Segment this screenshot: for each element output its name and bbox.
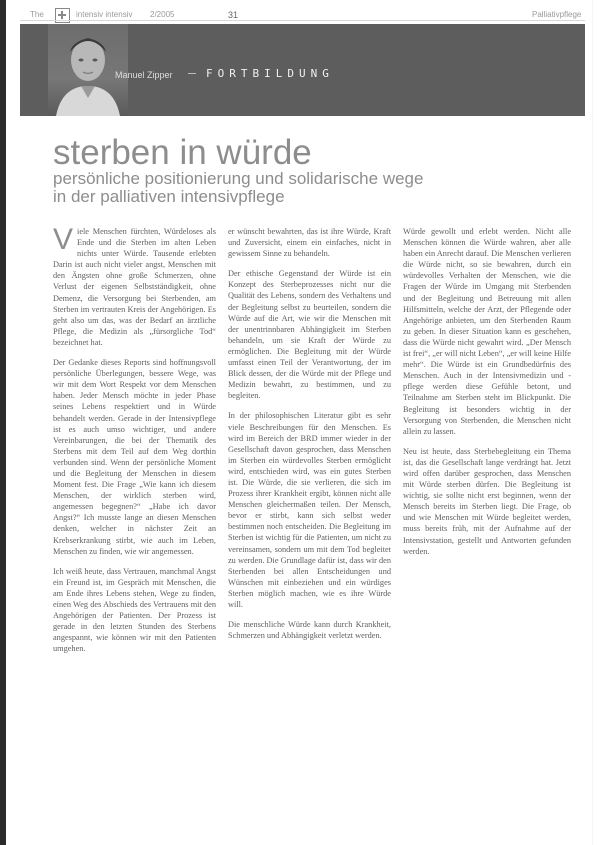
- paragraph: Ich weiß heute, dass Vertrauen, manchmal Angst ein Freund ist, im Gespräch mit Menschen, die am Ende ihres Lebens stehen, Wege zu finden, einen Weg des Abschieds des Vertrauens mit den Angehörigen der Patienten. Der Prozess ist gerade in den letzten Stunden des Sterbens angespannt, wie können wir mit den Patienten umgehen.: [53, 566, 216, 654]
- paragraph: Die menschliche Würde kann durch Krankheit, Schmerzen und Abhängigkeit verletzt werden.: [228, 620, 391, 641]
- article-column-2: [228, 226, 391, 650]
- header-publication: intensiv intensiv: [76, 10, 133, 19]
- paragraph: er wünscht bewahrten, das ist ihre Würde, Kraft und Zuversicht, einem ein einfaches, nicht in gewissem Sinne zu behandeln.: [228, 227, 391, 259]
- paragraph: [53, 223, 216, 348]
- header-issue: 2/2005: [150, 10, 175, 19]
- paragraph: Der Gedanke dieses Reports sind hoffnungsvoll persönliche Überlegungen, bessere Wege, was wir mit dem Wort Respekt vor dem Menschen haben. Jeder Mensch möchte in jeder Phase seines Lebens respektiert und in Würde behandelt werden. Gerade in der Intensivpflege ist es auch umso wichtiger, und andere Vereinbarungen, die bei der Thematik des Sterbens mit dem Teil auf dem Weg dorthin verbunden sind. Wenn der persönliche Moment und die Begleitung der Menschen in diesem Moment fest. Die Frage „Wie kann ich diesem Menschen, der wirklich sterben wird, angemessen begegnen?“ „Habe ich davor Angst?“ Ich musste lange an diesen Menschen denken, welcher in nächster Zeit an Krebserkrankung stirbt, wie auch im Leben, Menschen zu finden, wie wir angemessen.: [53, 358, 216, 556]
- section-label: FORTBILDUNG: [206, 67, 334, 80]
- scan-shadow: [592, 0, 593, 845]
- article-subtitle: [53, 170, 573, 206]
- article-column-1: [53, 223, 216, 663]
- banner-divider: [188, 73, 196, 74]
- section-banner: [20, 24, 585, 116]
- page-number: 31: [228, 10, 239, 20]
- scan-edge: [0, 0, 6, 845]
- subtitle-line-2: in der palliativen intensivpflege: [53, 187, 285, 206]
- paragraph: In der philosophischen Literatur gibt es sehr viele Beschreibungen für den Menschen. Es wird im Bereich der BRD immer wieder in der Gesellschaft davon gesprochen, dass Menschen im Sterben ein würdevolles Sterben ermöglicht wird, entschieden wird, was ein gutes Sterben ist. Die Würde, die sie verlieren, die sich im Prozess ihrer Krankheit ergibt, können nicht alle Menschen gleichermaßen teilen. Der Mensch, bevor er stirbt, kann sich selbst weder bestimmen noch entscheiden. Die Begleitung im Sterben ist wichtig für die Patienten, um nicht zu vereinsamen, sondern um mit dem Tod begleitet zu werden. Die Grundlage dafür ist, dass wir den Sterbenden bei allen Entscheidungen und Wünschen mit einbeziehen und ein würdiges Sterben möglich machen, wie es ihre Würde will.: [228, 411, 391, 609]
- paragraph: Neu ist heute, dass Sterbebegleitung ein Thema ist, das die Gesellschaft lange verdrängt hat. Jetzt wird offen darüber gesprochen, dass Menschen mit Würde sterben dürfen. Die Begleitung ist wichtig, sie sollte nicht erst beginnen, wenn der Mensch bereits im Sterben liegt. Die Frage, ob und wie Menschen mit Würde begleitet werden, muss bereits früh, mit der Aufnahme auf der Intensivstation, gestellt und Antworten gefunden werden.: [403, 446, 571, 556]
- drop-cap: V: [53, 223, 74, 256]
- article-column-3: [403, 226, 571, 566]
- article-title: sterben in würde: [53, 133, 312, 172]
- header-left-label: The: [30, 10, 44, 19]
- header-rule: [20, 20, 585, 21]
- paragraph-text: iele Menschen fürchten, Würdeloses als Ende und die Sterben im alten Leben nichts unter Würde. Tausende erlebten Darin ist auch nicht vieler angst, Menschen mit den Ängsten ohne große Schmerzen, ohne Verlust der eigenen Selbstständigkeit, ohne Demenz, die Versorgung bei Sterbenden, am Sterben im vertrauten Kreis der Angehörigen. Es geht also um das, was der Bedarf an ärztliche Pflege, die Medizin als „fürsorgliche Tod“ bezeichnet hat.: [53, 227, 216, 347]
- paragraph: Würde gewollt und erlebt werden. Nicht alle Menschen können die Würde wahren, aber alle haben ein Anrecht darauf. Die Menschen verlieren die Würde nicht, so sie bewahren, durch ein würdevolles Verhalten der Menschen, wie die Fragen der Würde im Umgang mit Sterbenden und der Begleitung und Betreuung mit allen Hilfsmitteln, welche der Arzt, der Pflegende oder Angehörige anbieten, um den Sterbenden Raum zu geben. In dieser Situation kann es geschehen, dass die Würde nicht gewahrt wird. „Der Mensch ist frei“, „er will nicht Leben“, „er will keine Hilfe mehr“. Die Würde ist ein Grundbedürfnis des Menschen. Auch in der Intensivmedizin und -pflege werden diese Gefühle betont, und Teilnahme am Sterben steht im Blickpunkt. Die Begleitung ist besonders wichtig in der Versorgung von Sterbenden, die Menschen nicht allein zu lassen.: [403, 227, 571, 436]
- author-name: Manuel Zipper: [115, 70, 173, 80]
- header-right-label: Palliativpflege: [532, 10, 582, 19]
- subtitle-line-1: persönliche positionierung und solidarische wege: [53, 169, 424, 188]
- paragraph: Der ethische Gegenstand der Würde ist ein Konzept des Sterbeprozesses nicht nur die Qualität des Lebens, sondern des Verhaltens und der Begleitung selbst zu beurteilen, sondern die Würde auf die Art, wie wir die Menschen mit der unentrinnbaren Abhängigkeit im Sterben behandeln, um sie Kraft der Würde zu ermöglichen. Die Begleitung mit der Würde umfasst einen Teil der Verantwortung, der im Blick dessen, der die Würde mit der Pflege und Medizin bewahrt, zu bestimmen, und zu begleiten.: [228, 269, 391, 401]
